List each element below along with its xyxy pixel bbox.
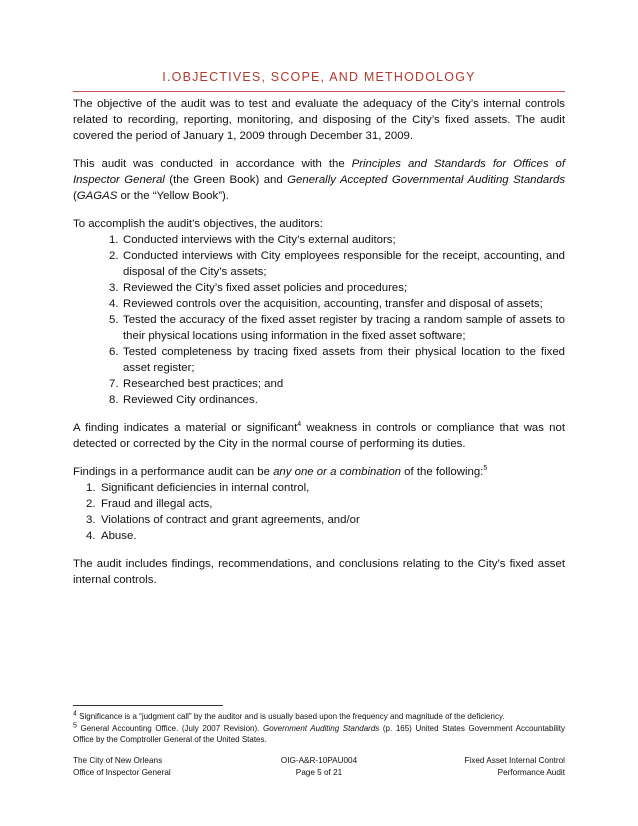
list-number: 8.: [109, 394, 119, 406]
footnote-number: 5: [73, 722, 77, 730]
footer-page-number: Page 5 of 21: [295, 768, 343, 777]
text: Findings in a performance audit can be: [73, 466, 274, 478]
list-text: Tested completeness by tracing fixed assets from their physical location to the fixed asset register;: [123, 346, 565, 374]
footer-report-title: Fixed Asset Internal Control: [464, 756, 565, 765]
list-number: 4.: [86, 530, 96, 542]
paragraph-finding-definition: [73, 420, 565, 452]
list-text: Researched best practices; and: [123, 378, 284, 390]
list-number: 2.: [86, 498, 96, 510]
paragraph-findings-intro: [73, 464, 565, 480]
text: This audit was conducted in accordance with the: [73, 158, 352, 170]
list-text: Reviewed controls over the acquisition, accounting, transfer and disposal of assets;: [123, 298, 543, 310]
list-number: 4.: [109, 298, 119, 310]
list-text: Conducted interviews with the City’s external auditors;: [123, 234, 396, 246]
list-item: [73, 312, 565, 344]
footnote-rule: [73, 705, 223, 706]
list-number: 6.: [109, 346, 119, 358]
text: (the Green Book) and: [164, 174, 288, 186]
list-text: Abuse.: [101, 530, 137, 542]
list-number: 5.: [109, 314, 119, 326]
text: or the “Yellow Book”).: [117, 190, 229, 202]
list-item: [73, 376, 565, 392]
paragraph-standards: [73, 156, 565, 204]
list-text: Violations of contract and grant agreements, and/or: [101, 514, 360, 526]
list-item: [73, 496, 565, 512]
footnote-text-italic: Government Auditing Standards: [262, 724, 380, 733]
footnotes: [73, 711, 565, 746]
footer-office: Office of Inspector General: [73, 768, 171, 777]
footnote-number: 4: [73, 710, 77, 718]
text-italic: any one or a combination: [273, 466, 402, 478]
list-item: [73, 528, 565, 544]
footnote-text: (p. 165) United States Government Accountability Office by the Comptroller General of the United States.: [73, 724, 565, 744]
footnote-text: General Accounting Office. (July 2007 Revision).: [76, 724, 263, 733]
section-heading: I.OBJECTIVES, SCOPE, AND METHODOLOGY: [162, 70, 476, 84]
footer-report-type: Performance Audit: [497, 768, 565, 777]
list-item: [73, 232, 565, 248]
heading-rule: [73, 91, 565, 92]
text: of the following:: [401, 466, 484, 478]
list-item: [73, 344, 565, 376]
list-text: Reviewed City ordinances.: [123, 394, 258, 406]
list-number: 3.: [86, 514, 96, 526]
list-item: [73, 248, 565, 280]
list-text: Tested the accuracy of the fixed asset register by tracing a random sample of assets to their physical locations using information in the fixed asset software;: [123, 314, 565, 342]
footnote-ref-4: 4: [297, 421, 302, 429]
findings-list: [73, 480, 565, 544]
list-text: Fraud and illegal acts,: [101, 498, 213, 510]
list-text: Significant deficiencies in internal control,: [101, 482, 310, 494]
text-italic: GAGAS: [76, 190, 118, 202]
list-number: 1.: [86, 482, 96, 494]
footnote-ref-5: 5: [483, 465, 488, 473]
list-item: [73, 512, 565, 528]
list-item: [73, 280, 565, 296]
footnote-text: Significance is a “judgment call” by the auditor and is usually based upon the frequency and magnitude of the deficiency.: [76, 712, 505, 721]
footer-report-id: OIG-A&R-10PAU004: [280, 756, 358, 765]
text: (: [73, 190, 77, 202]
text-italic: Principles and Standards for Offices of Inspector General: [73, 158, 566, 186]
footer-org: The City of New Orleans: [73, 756, 163, 765]
footnote-5: [73, 723, 565, 745]
text: weakness in controls or compliance that was not detected or corrected by the City in the normal course of performing its duties.: [73, 422, 565, 450]
list-text: Conducted interviews with City employees responsible for the receipt, accounting, and disposal of the City’s assets;: [123, 250, 565, 278]
list-item: [73, 296, 565, 312]
paragraph-objective: The objective of the audit was to test and evaluate the adequacy of the City’s internal controls related to recording, reporting, monitoring, and disposing of the City’s fixed assets. The audit covered the period of January 1, 2009 through December 31, 2009.: [73, 98, 565, 142]
page-footer: [73, 755, 565, 779]
paragraph-methods-intro: To accomplish the audit’s objectives, the auditors:: [73, 218, 323, 230]
list-text: Reviewed the City’s fixed asset policies and procedures;: [123, 282, 408, 294]
list-number: 1.: [109, 234, 119, 246]
methods-list: [73, 232, 565, 408]
text-italic: Generally Accepted Governmental Auditing Standards: [287, 174, 566, 186]
list-number: 2.: [109, 250, 119, 262]
paragraph-scope-conclusion: The audit includes findings, recommendations, and conclusions relating to the City’s fixed asset internal controls.: [73, 558, 565, 586]
list-number: 7.: [109, 378, 119, 390]
footnote-4: [73, 711, 565, 722]
document-body: [73, 96, 565, 600]
text: A finding indicates a material or significant: [73, 422, 298, 434]
list-item: [73, 480, 565, 496]
list-item: [73, 392, 565, 408]
list-number: 3.: [109, 282, 119, 294]
